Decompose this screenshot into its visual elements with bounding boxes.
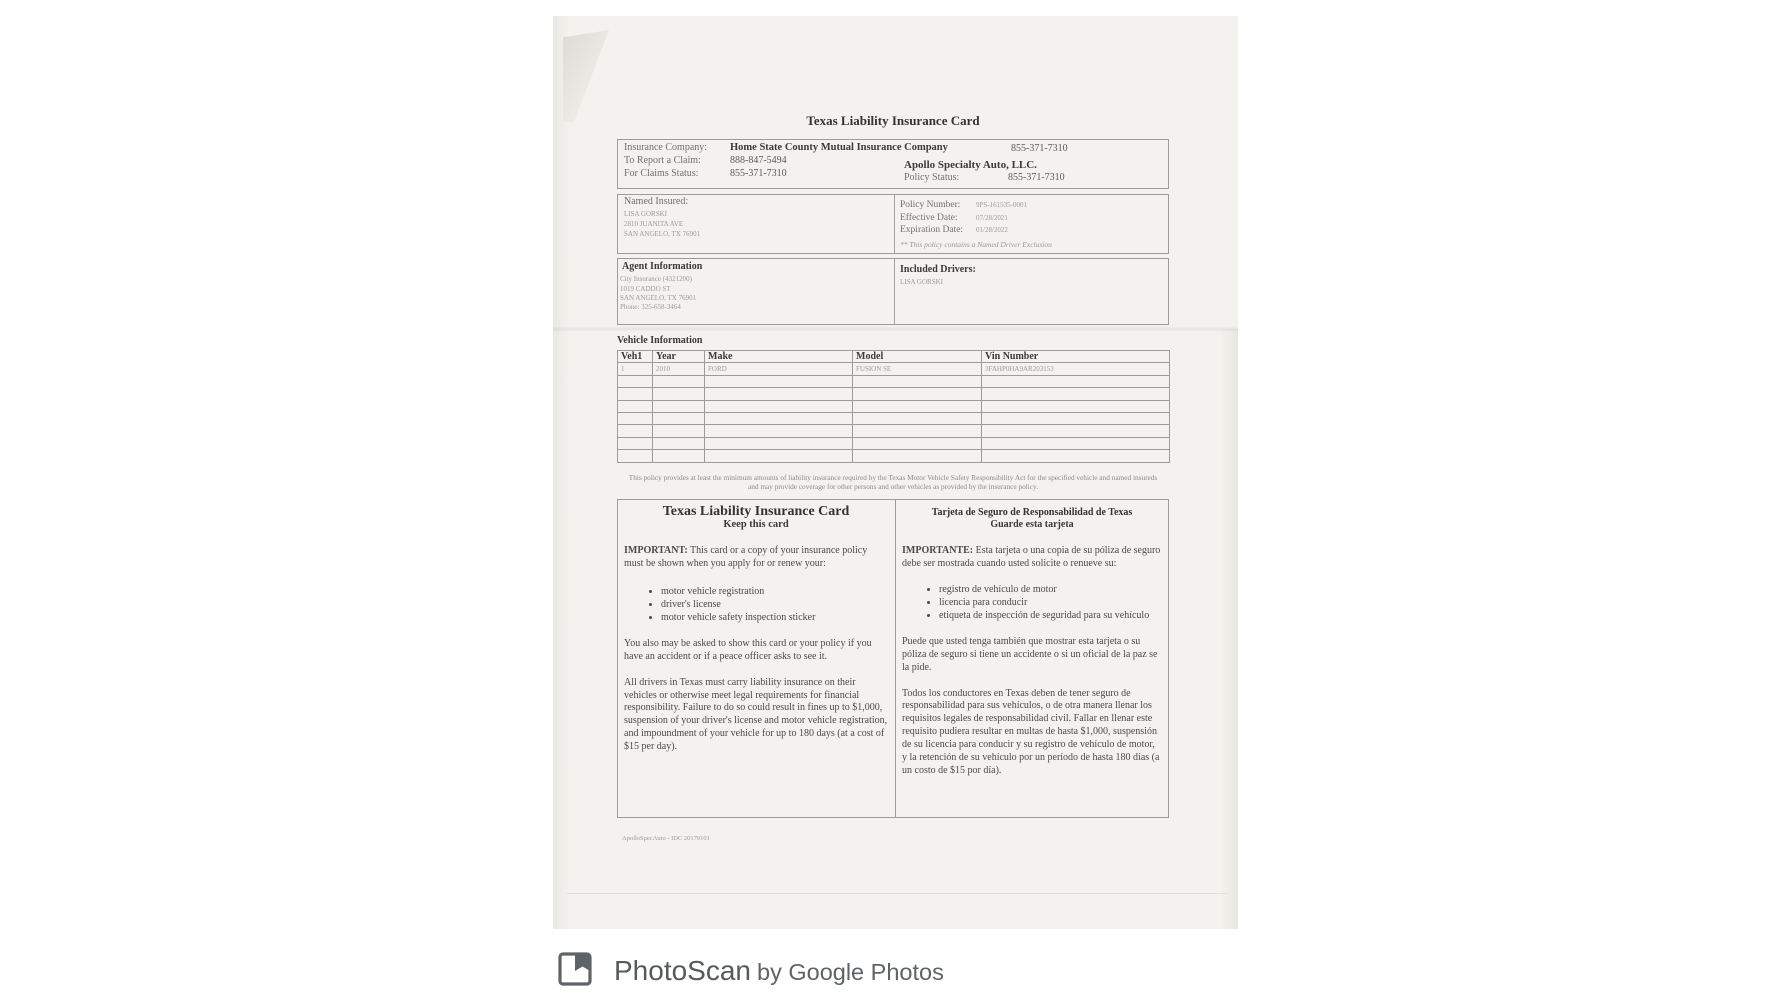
insured-city: SAN ANGELO, TX 76901 bbox=[624, 230, 701, 238]
included-drivers-label: Included Drivers: bbox=[900, 264, 976, 275]
empty-cell bbox=[653, 388, 705, 400]
policy-status-phone: 855-371-7310 bbox=[1008, 172, 1065, 183]
insurance-company-phone: 855-371-7310 bbox=[1011, 143, 1068, 154]
agent-city: SAN ANGELO, TX 76901 bbox=[620, 294, 697, 302]
insurance-company-box bbox=[617, 139, 1169, 189]
empty-cell bbox=[653, 437, 705, 449]
table-row bbox=[618, 363, 1170, 375]
vehicle-model: FUSION SE bbox=[853, 363, 982, 375]
empty-cell bbox=[982, 450, 1170, 462]
empty-cell bbox=[705, 412, 853, 424]
empty-cell bbox=[982, 375, 1170, 387]
list-item: • etiqueta de inspección de seguridad para su vehículo bbox=[939, 609, 1162, 622]
column-header-model: Model bbox=[853, 351, 982, 363]
empty-cell bbox=[705, 450, 853, 462]
scanned-document-sheet bbox=[553, 16, 1238, 929]
box-divider bbox=[894, 259, 895, 324]
empty-cell bbox=[982, 437, 1170, 449]
vehicle-vin: 3FAHP0HA9AR203153 bbox=[982, 363, 1170, 375]
claims-status-label: For Claims Status: bbox=[624, 168, 699, 179]
empty-cell bbox=[618, 412, 653, 424]
effective-date: 07/28/2021 bbox=[976, 214, 1008, 222]
card-spanish-list bbox=[902, 583, 1162, 622]
report-claim-phone: 888-847-5494 bbox=[730, 155, 787, 166]
empty-cell bbox=[705, 388, 853, 400]
table-row-empty bbox=[618, 375, 1170, 387]
list-item: • motor vehicle registration bbox=[661, 585, 888, 598]
expiration-date-label: Expiration Date: bbox=[900, 225, 964, 235]
insurance-company-label: Insurance Company: bbox=[624, 142, 708, 153]
empty-cell bbox=[853, 450, 982, 462]
agent-name: City Insurance (4321200) bbox=[620, 275, 692, 283]
named-insured-box bbox=[617, 194, 1169, 254]
insurance-company-name: Home State County Mutual Insurance Company bbox=[730, 142, 948, 153]
document-title: Texas Liability Insurance Card bbox=[806, 113, 980, 128]
named-driver-exclusion-note: ** This policy contains a Named Driver Exclusion bbox=[900, 240, 1052, 249]
expiration-date: 01/28/2022 bbox=[976, 226, 1008, 234]
paper-bottom-crease bbox=[567, 893, 1227, 894]
empty-cell bbox=[853, 412, 982, 424]
table-row-empty bbox=[618, 425, 1170, 437]
empty-cell bbox=[618, 388, 653, 400]
box-divider bbox=[894, 195, 895, 253]
vehicle-number: 1 bbox=[618, 363, 653, 375]
list-item: • registro de vehículo de motor bbox=[939, 583, 1162, 596]
empty-cell bbox=[653, 425, 705, 437]
policy-number-label: Policy Number: bbox=[900, 200, 961, 210]
important-text: This card or a copy of your insurance policy must be shown when you apply for or renew your: bbox=[624, 545, 868, 569]
agent-information-box bbox=[617, 258, 1169, 325]
important-label: IMPORTANT: bbox=[624, 545, 688, 556]
empty-cell bbox=[853, 400, 982, 412]
vehicle-make: FORD bbox=[705, 363, 853, 375]
bilingual-card-box bbox=[617, 499, 1169, 818]
insured-street: 2810 JUANITA AVE bbox=[624, 220, 684, 228]
table-row-empty bbox=[618, 412, 1170, 424]
card-spanish-law-paragraph: Todos los conductores en Texas deben de tener seguro de responsabilidad para sus vehículos, o de otra manera llenar los requisitos legales de responsabilidad civil. Fallar en llenar este requisito pudiera resultar en multas de hasta $1,000, suspensión de su licencia para conducir y su registro de vehículo de motor, y la retención de su vehículo por un período de hasta 180 días (a un costo de $15 por día). bbox=[902, 687, 1160, 776]
photoscan-wordmark bbox=[614, 952, 944, 990]
empty-cell bbox=[705, 375, 853, 387]
empty-cell bbox=[618, 437, 653, 449]
card-spanish-column bbox=[896, 500, 1168, 817]
importante-label: IMPORTANTE: bbox=[902, 545, 974, 556]
claims-status-phone: 855-371-7310 bbox=[730, 168, 787, 179]
empty-cell bbox=[705, 400, 853, 412]
column-header-vin: Vin Number bbox=[982, 351, 1170, 363]
report-claim-label: To Report a Claim: bbox=[624, 155, 701, 166]
empty-cell bbox=[982, 388, 1170, 400]
empty-cell bbox=[853, 425, 982, 437]
empty-cell bbox=[982, 425, 1170, 437]
empty-cell bbox=[705, 437, 853, 449]
column-header-year: Year bbox=[653, 351, 705, 363]
card-spanish-subtitle: Guarde esta tarjeta bbox=[990, 519, 1074, 530]
insured-name: LISA GORSKI bbox=[624, 210, 667, 218]
vehicle-information-label: Vehicle Information bbox=[617, 335, 703, 346]
paper-edge-shadow-right bbox=[1220, 329, 1238, 929]
card-english-subtitle: Keep this card bbox=[723, 519, 789, 530]
card-english-law-paragraph: All drivers in Texas must carry liability insurance on their vehicles or otherwise meet legal requirements for financial responsibility. Failure to do so could result in fines up to $1,000, suspension of your driver's license and motor vehicle registration, and impoundment of your vehicle for up to 180 days (at a cost of $15 per day). bbox=[624, 676, 888, 753]
policy-number: 9PS-161535-0001 bbox=[976, 201, 1027, 209]
table-row-empty bbox=[618, 388, 1170, 400]
empty-cell bbox=[618, 375, 653, 387]
form-id-footer: ApolloSpecAuto - IDC 20170101 bbox=[622, 835, 710, 842]
empty-cell bbox=[853, 388, 982, 400]
column-header-make: Make bbox=[705, 351, 853, 363]
empty-cell bbox=[982, 400, 1170, 412]
card-spanish-title: Tarjeta de Seguro de Responsabilidad de Texas bbox=[931, 507, 1133, 518]
empty-cell bbox=[653, 400, 705, 412]
policy-status-label: Policy Status: bbox=[904, 172, 960, 183]
effective-date-label: Effective Date: bbox=[900, 213, 958, 223]
paper-folded-corner bbox=[563, 30, 609, 122]
empty-cell bbox=[653, 375, 705, 387]
empty-cell bbox=[618, 425, 653, 437]
paper-edge-shadow-left bbox=[553, 16, 569, 929]
table-row-empty bbox=[618, 450, 1170, 462]
vehicle-table bbox=[617, 350, 1170, 463]
list-item: • driver's license bbox=[661, 598, 888, 611]
empty-cell bbox=[982, 412, 1170, 424]
photoscan-byline: by Google Photos bbox=[757, 959, 944, 985]
empty-cell bbox=[618, 400, 653, 412]
card-english-show-paragraph: You also may be asked to show this card or your policy if you have an accident or if a peace officer asks to see it. bbox=[624, 637, 872, 662]
agent-phone: Phone: 325-658-3464 bbox=[620, 303, 681, 311]
empty-cell bbox=[705, 425, 853, 437]
empty-cell bbox=[853, 375, 982, 387]
empty-cell bbox=[653, 450, 705, 462]
card-spanish-important bbox=[902, 545, 1162, 571]
agent-street: 1019 CADDO ST bbox=[620, 285, 671, 293]
column-header-vehicle: Veh1 bbox=[618, 351, 653, 363]
photoscan-brand: PhotoScan bbox=[614, 955, 751, 986]
agency-name: Apollo Specialty Auto, LLC. bbox=[904, 159, 1037, 171]
card-english-column bbox=[618, 500, 895, 817]
paper-fold-line bbox=[553, 326, 1238, 332]
photoscan-logo-icon bbox=[558, 952, 592, 986]
list-item: • motor vehicle safety inspection sticker bbox=[661, 611, 888, 624]
list-item: • licencia para conducir bbox=[939, 596, 1162, 609]
coverage-disclaimer: This policy provides at least the minimum amounts of liability insurance required by the Texas Motor Vehicle Safety Responsibility Act for the specified vehicle and named insureds and may provide coverage for other persons and other vehicles as provided by the insurance policy. bbox=[628, 473, 1158, 491]
table-row-empty bbox=[618, 400, 1170, 412]
included-driver-name: LISA GORSKI bbox=[900, 278, 943, 286]
table-row-empty bbox=[618, 437, 1170, 449]
vehicle-year: 2010 bbox=[653, 363, 705, 375]
vehicle-table-header bbox=[618, 351, 1170, 363]
importante-text: Esta tarjeta o una copia de su póliza de seguro debe ser mostrada cuando usted solicite o renueve su: bbox=[902, 545, 1161, 569]
agent-information-label: Agent Information bbox=[622, 261, 703, 272]
empty-cell bbox=[653, 412, 705, 424]
card-english-list bbox=[624, 585, 888, 624]
card-english-important bbox=[624, 545, 888, 571]
empty-cell bbox=[853, 437, 982, 449]
named-insured-label: Named Insured: bbox=[624, 196, 689, 207]
card-spanish-show-paragraph: Puede que usted tenga también que mostrar esta tarjeta o su póliza de seguro si tiene un accidente o si un oficial de la paz se la pide. bbox=[902, 635, 1158, 673]
empty-cell bbox=[618, 450, 653, 462]
card-english-title: Texas Liability Insurance Card bbox=[662, 504, 850, 519]
